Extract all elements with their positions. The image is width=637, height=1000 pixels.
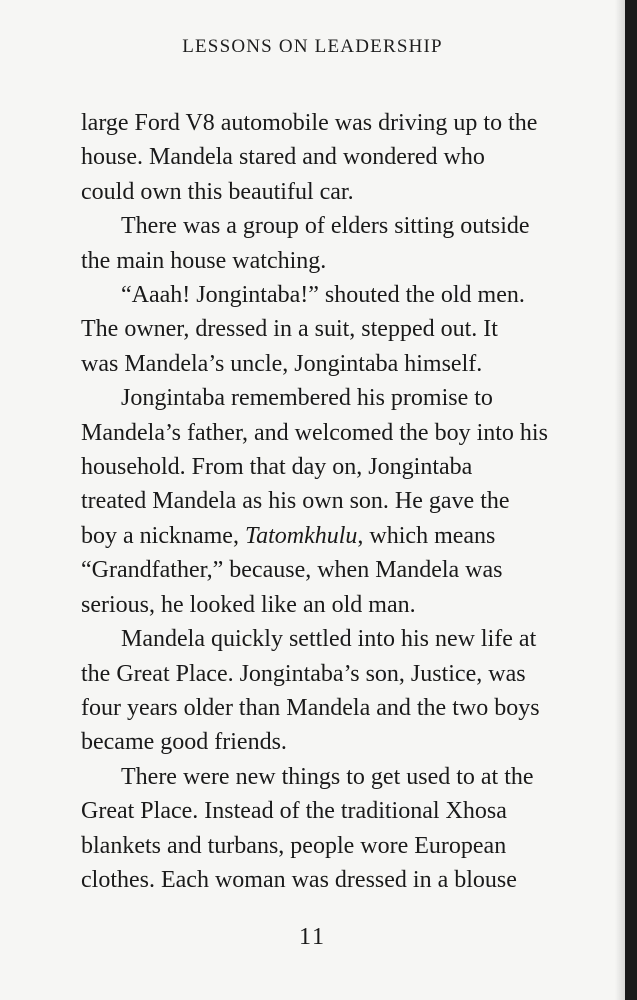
italic-nickname: Tatomkhulu [244, 522, 358, 549]
text-line: Great Place. Instead of the traditional Xhosa [81, 798, 507, 825]
text-segment: boy a nickname, [81, 522, 245, 549]
text-line: the main house watching. [81, 247, 327, 274]
text-line: could own this beautiful car. [81, 178, 354, 205]
text-line: treated Mandela as his own son. He gave the [81, 488, 510, 515]
text-line: blankets and turbans, people wore European [81, 832, 507, 859]
page-edge-shadow [615, 0, 625, 1000]
text-line: There were new things to get used to at the [121, 763, 534, 790]
page-number: 11 [298, 924, 327, 950]
text-line: large Ford V8 automobile was driving up to the [81, 110, 538, 136]
paragraph-4 [81, 381, 581, 622]
text-line: was Mandela’s uncle, Jongintaba himself. [81, 350, 483, 377]
text-line: became good friends. [81, 729, 287, 756]
text-line: household. From that day on, Jongintaba [81, 454, 473, 481]
running-head: LESSONS ON LEADERSHIP [182, 36, 443, 57]
text-line: “Grandfather,” because, when Mandela was [81, 557, 503, 584]
paragraph-3 [81, 278, 581, 381]
text-line: Jongintaba remembered his promise to [121, 385, 493, 412]
text-line: Mandela quickly settled into his new life at [121, 626, 537, 653]
body-text [81, 106, 581, 897]
text-line: the Great Place. Jongintaba’s son, Justice, was [81, 660, 526, 687]
text-line [81, 519, 581, 553]
text-line: Mandela’s father, and welcomed the boy into his [81, 419, 548, 446]
text-line: house. Mandela stared and wondered who [81, 144, 485, 171]
paragraph-1 [81, 106, 581, 209]
text-line: four years older than Mandela and the two boys [81, 694, 540, 721]
paragraph-5 [81, 622, 581, 760]
paragraph-6 [81, 760, 581, 898]
paragraph-2 [81, 209, 581, 278]
text-line: “Aaah! Jongintaba!” shouted the old men. [121, 282, 525, 309]
text-line: There was a group of elders sitting outside [121, 213, 530, 240]
text-line: The owner, dressed in a suit, stepped out. It [81, 316, 498, 343]
text-segment: , which means [357, 522, 496, 549]
text-line: serious, he looked like an old man. [81, 591, 416, 618]
text-line: clothes. Each woman was dressed in a blouse [81, 866, 517, 893]
